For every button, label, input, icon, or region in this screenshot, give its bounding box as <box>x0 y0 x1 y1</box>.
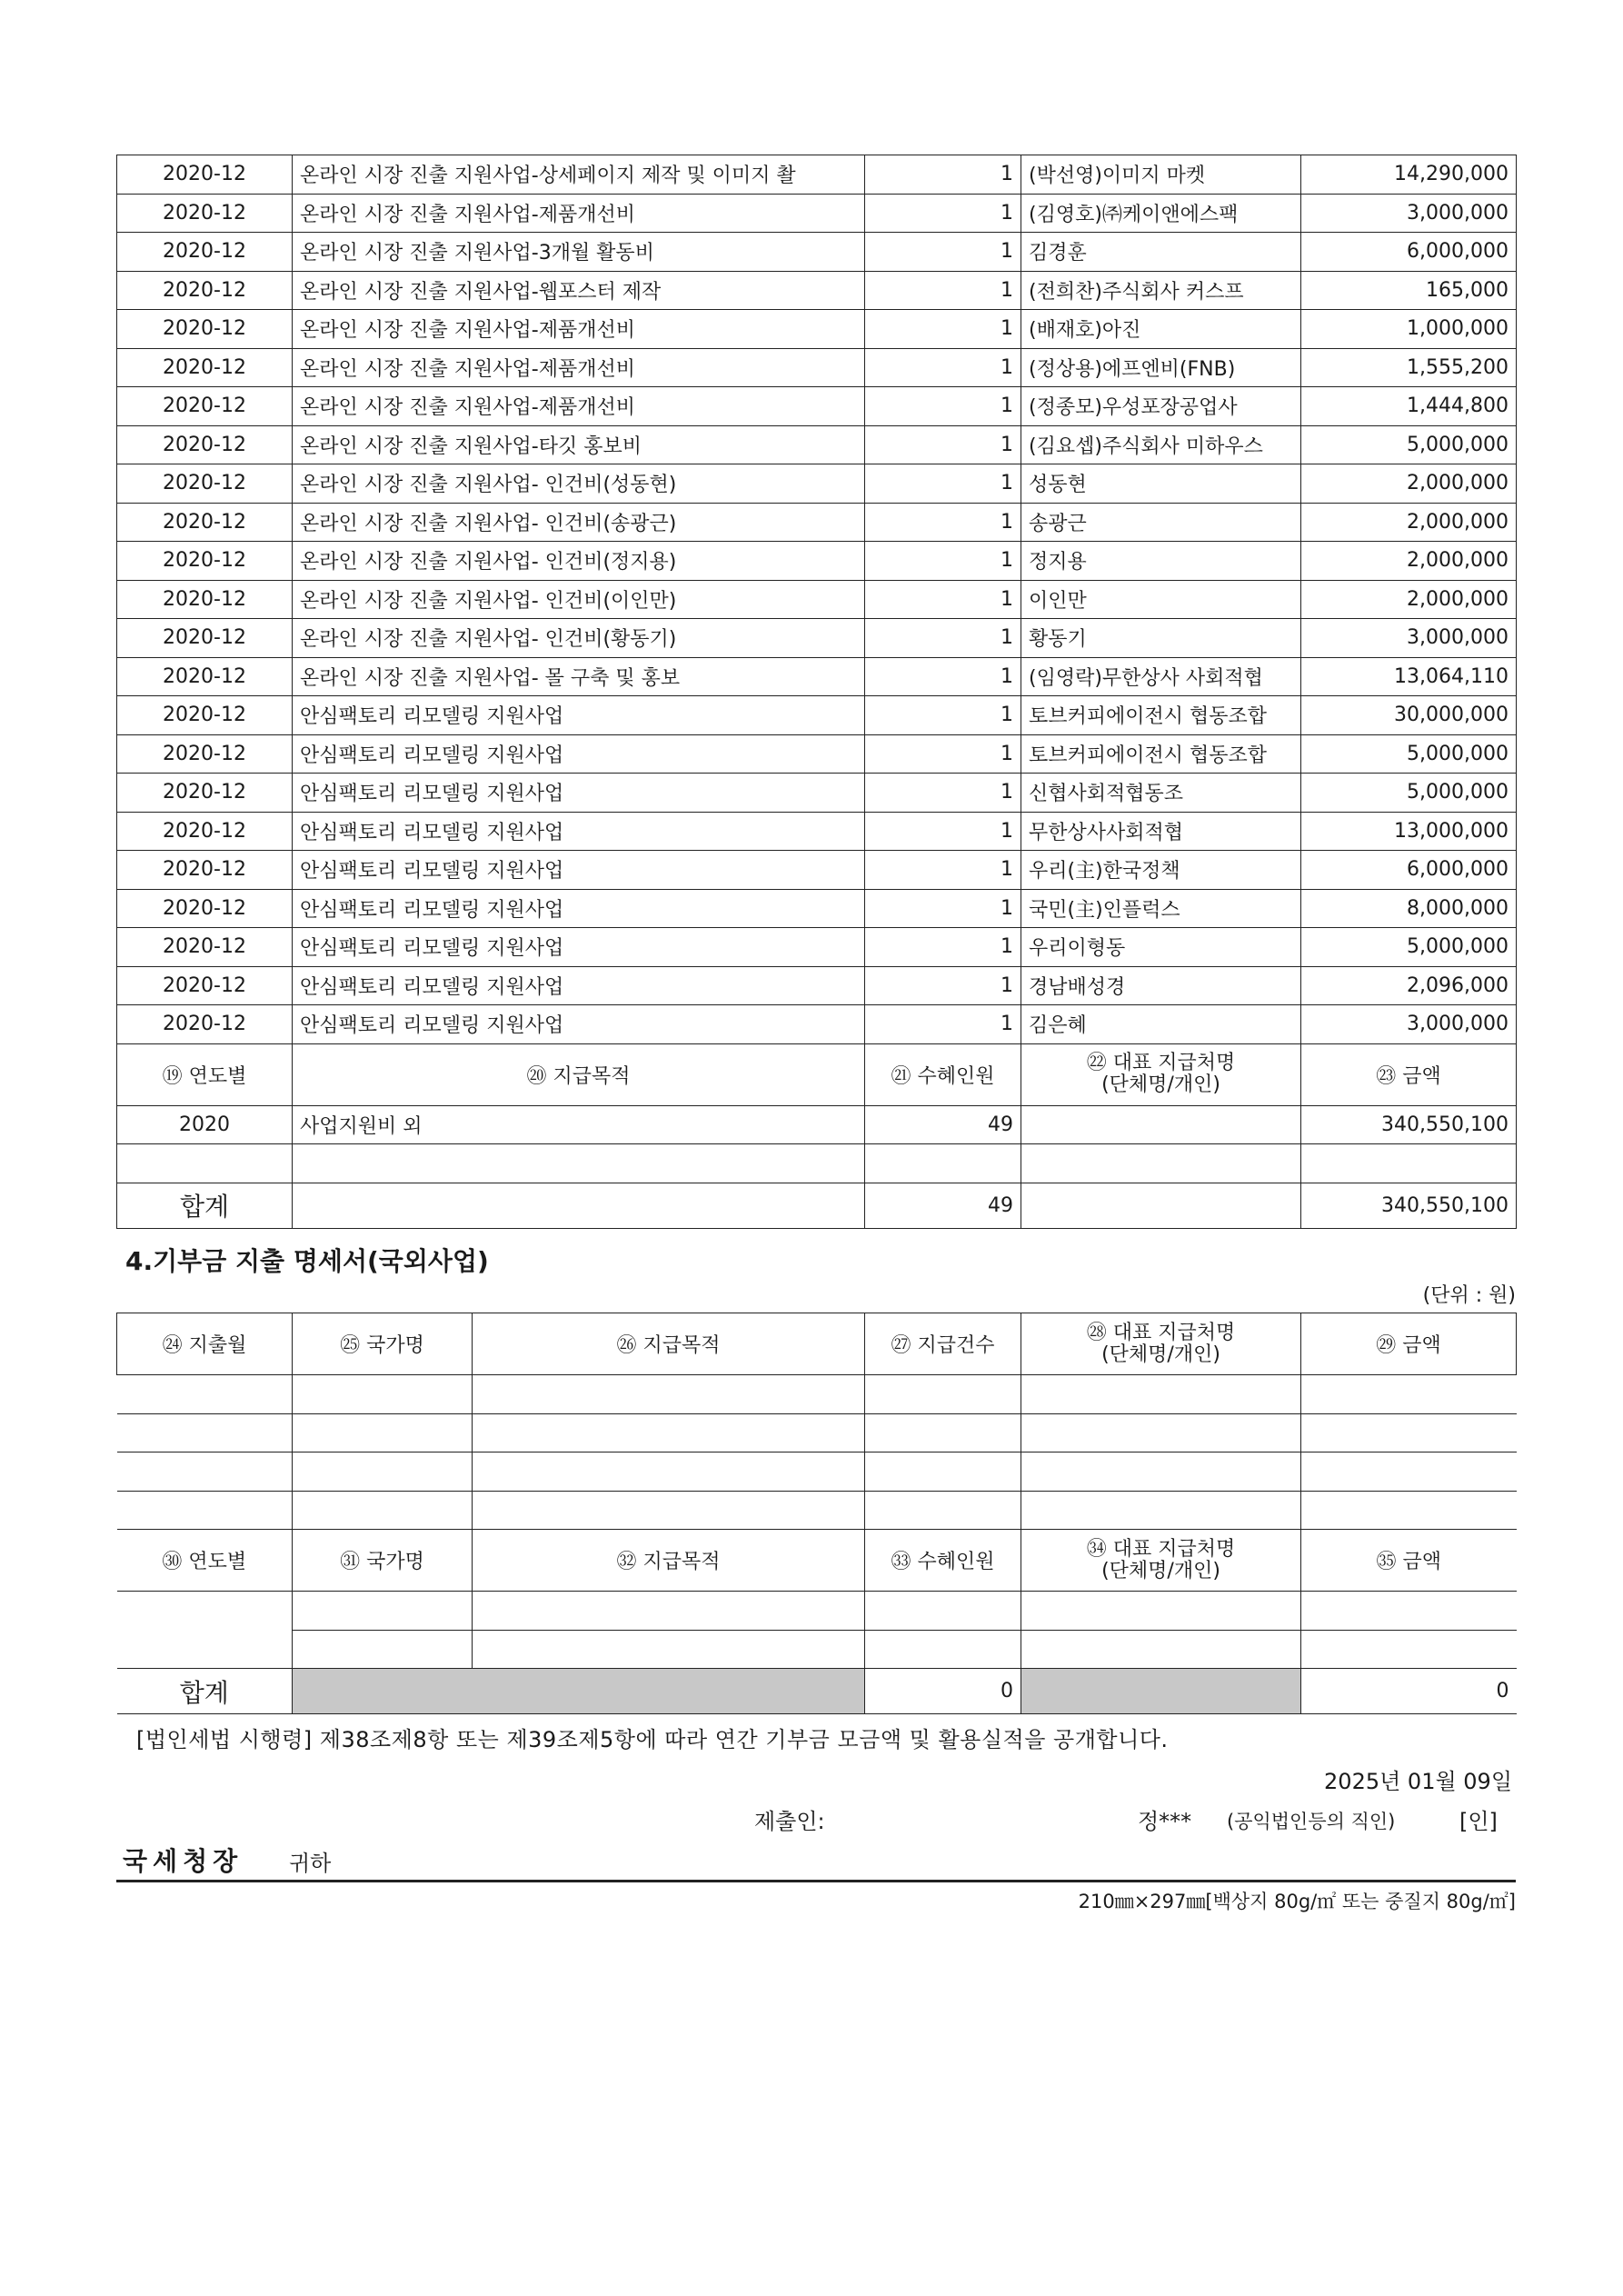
cell-month: 2020-12 <box>117 580 293 619</box>
cell-purpose: 온라인 시장 진출 지원사업-3개월 활동비 <box>293 233 865 272</box>
cell-amount: 3,000,000 <box>1301 619 1517 658</box>
total-recipients: 49 <box>865 1183 1021 1228</box>
cell-month: 2020-12 <box>117 774 293 813</box>
table-row <box>117 464 1517 504</box>
header-country: ㉛ 국가명 <box>293 1530 473 1592</box>
cell-amount: 2,000,000 <box>1301 464 1517 504</box>
domestic-empty-row <box>117 1144 1517 1183</box>
cell-payee: 국민(主)인플럭스 <box>1021 889 1301 928</box>
header-payee-line2: (단체명/개인) <box>1101 1559 1220 1582</box>
cell-amount: 2,096,000 <box>1301 966 1517 1005</box>
cell-payee: 성동현 <box>1021 464 1301 504</box>
header-payee <box>1021 1530 1301 1592</box>
cell-amount: 13,000,000 <box>1301 812 1517 851</box>
cell-amount: 2,000,000 <box>1301 503 1517 542</box>
header-payee-line1: ㉘ 대표 지급처명 <box>1086 1321 1236 1344</box>
cell-count: 1 <box>865 657 1021 696</box>
cell-month: 2020-12 <box>117 194 293 233</box>
header-payee <box>1021 1313 1301 1375</box>
header-purpose: ⑳ 지급목적 <box>293 1043 865 1105</box>
total-label: 합계 <box>117 1183 293 1228</box>
cell-payee: (전희찬)주식회사 커스프 <box>1021 271 1301 310</box>
table-row <box>117 696 1517 735</box>
cell-month: 2020-12 <box>117 812 293 851</box>
total-shaded-cell <box>293 1669 865 1714</box>
total-label: 합계 <box>117 1669 293 1714</box>
cell-purpose: 온라인 시장 진출 지원사업- 인건비(정지용) <box>293 542 865 581</box>
paper-spec: 210㎜×297㎜[백상지 80g/㎡ 또는 중질지 80g/㎡] <box>1078 1891 1516 1912</box>
cell-purpose: 온라인 시장 진출 지원사업-제품개선비 <box>293 387 865 426</box>
table-row <box>117 425 1517 464</box>
header-purpose: ㉜ 지급목적 <box>473 1530 865 1592</box>
cell-payee: 우리이형동 <box>1021 928 1301 967</box>
total-shaded-cell <box>1021 1669 1301 1714</box>
honorific: 귀하 <box>289 1851 332 1876</box>
total-amount: 340,550,100 <box>1301 1183 1517 1228</box>
cell-count: 1 <box>865 696 1021 735</box>
cell-purpose: 안심팩토리 리모델링 지원사업 <box>293 889 865 928</box>
table-row <box>117 851 1517 890</box>
cell-count: 1 <box>865 812 1021 851</box>
cell-amount: 5,000,000 <box>1301 774 1517 813</box>
bottom-divider <box>116 1880 1516 1882</box>
overseas-expense-table <box>116 1313 1517 1714</box>
cell-amount: 1,000,000 <box>1301 310 1517 349</box>
header-amount: ㉓ 금액 <box>1301 1043 1517 1105</box>
header-country: ㉕ 국가명 <box>293 1313 473 1375</box>
cell-purpose: 온라인 시장 진출 지원사업-제품개선비 <box>293 194 865 233</box>
cell-month: 2020-12 <box>117 233 293 272</box>
yearly-amount: 340,550,100 <box>1301 1105 1517 1144</box>
cell-payee: 정지용 <box>1021 542 1301 581</box>
cell-payee: 신협사회적협동조 <box>1021 774 1301 813</box>
cell-purpose: 온라인 시장 진출 지원사업- 인건비(송광근) <box>293 503 865 542</box>
overseas-total-row <box>117 1669 1517 1714</box>
cell-payee: 토브커피에이전시 협동조합 <box>1021 696 1301 735</box>
cell-payee: 황동기 <box>1021 619 1301 658</box>
cell-purpose: 안심팩토리 리모델링 지원사업 <box>293 928 865 967</box>
cell-purpose: 온라인 시장 진출 지원사업- 인건비(성동현) <box>293 464 865 504</box>
yearly-year: 2020 <box>117 1105 293 1144</box>
cell-count: 1 <box>865 734 1021 774</box>
cell-payee: 김경훈 <box>1021 233 1301 272</box>
cell-month: 2020-12 <box>117 889 293 928</box>
table-row <box>117 233 1517 272</box>
domestic-yearly-row <box>117 1105 1517 1144</box>
cell-count: 1 <box>865 348 1021 387</box>
table-row <box>117 542 1517 581</box>
cell-count: 1 <box>865 464 1021 504</box>
cell-month: 2020-12 <box>117 657 293 696</box>
cell-month: 2020-12 <box>117 310 293 349</box>
cell-purpose: 안심팩토리 리모델링 지원사업 <box>293 851 865 890</box>
table-row <box>117 580 1517 619</box>
submitter-name: 정*** <box>1138 1809 1192 1834</box>
cell-month: 2020-12 <box>117 348 293 387</box>
cell-amount: 2,000,000 <box>1301 580 1517 619</box>
cell-payee: 토브커피에이전시 협동조합 <box>1021 734 1301 774</box>
cell-purpose: 안심팩토리 리모델링 지원사업 <box>293 734 865 774</box>
header-payee-line1: ㉒ 대표 지급처명 <box>1086 1052 1236 1074</box>
cell-month: 2020-12 <box>117 734 293 774</box>
header-recipients: ㉑ 수혜인원 <box>865 1043 1021 1105</box>
cell-amount: 30,000,000 <box>1301 696 1517 735</box>
cell-month: 2020-12 <box>117 928 293 967</box>
table-row <box>117 271 1517 310</box>
cell-payee: (김영호)㈜케이앤에스팩 <box>1021 194 1301 233</box>
cell-amount: 5,000,000 <box>1301 425 1517 464</box>
cell-amount: 1,555,200 <box>1301 348 1517 387</box>
cell-payee: (배재호)아진 <box>1021 310 1301 349</box>
cell-month: 2020-12 <box>117 503 293 542</box>
header-count: ㉗ 지급건수 <box>865 1313 1021 1375</box>
table-row <box>117 657 1517 696</box>
cell-purpose: 온라인 시장 진출 지원사업-웹포스터 제작 <box>293 271 865 310</box>
table-row <box>117 194 1517 233</box>
cell-count: 1 <box>865 271 1021 310</box>
cell-count: 1 <box>865 503 1021 542</box>
cell-month: 2020-12 <box>117 464 293 504</box>
cell-purpose: 안심팩토리 리모델링 지원사업 <box>293 812 865 851</box>
cell-month: 2020-12 <box>117 619 293 658</box>
cell-amount: 13,064,110 <box>1301 657 1517 696</box>
cell-amount: 8,000,000 <box>1301 889 1517 928</box>
cell-amount: 6,000,000 <box>1301 851 1517 890</box>
overseas-yearly-row <box>117 1592 1517 1631</box>
cell-count: 1 <box>865 310 1021 349</box>
cell-payee: 무한상사사회적협 <box>1021 812 1301 851</box>
header-amount: ㉟ 금액 <box>1301 1530 1517 1592</box>
table-row <box>117 348 1517 387</box>
cell-purpose: 안심팩토리 리모델링 지원사업 <box>293 696 865 735</box>
cell-amount: 3,000,000 <box>1301 1005 1517 1044</box>
cell-payee: (정상용)에프엔비(FNB) <box>1021 348 1301 387</box>
header-purpose: ㉖ 지급목적 <box>473 1313 865 1375</box>
cell-amount: 14,290,000 <box>1301 155 1517 195</box>
header-recipients: ㉝ 수혜인원 <box>865 1530 1021 1592</box>
cell-purpose: 안심팩토리 리모델링 지원사업 <box>293 1005 865 1044</box>
cell-count: 1 <box>865 928 1021 967</box>
cell-payee: 경남배성경 <box>1021 966 1301 1005</box>
table-row <box>117 503 1517 542</box>
cell-month: 2020-12 <box>117 696 293 735</box>
cell-month: 2020-12 <box>117 425 293 464</box>
cell-purpose: 안심팩토리 리모델링 지원사업 <box>293 966 865 1005</box>
cell-purpose: 온라인 시장 진출 지원사업- 인건비(황동기) <box>293 619 865 658</box>
submitter-title: (공익법인등의 직인) <box>1227 1811 1396 1832</box>
cell-payee: (정종모)우성포장공업사 <box>1021 387 1301 426</box>
cell-count: 1 <box>865 233 1021 272</box>
cell-purpose: 온라인 시장 진출 지원사업-상세페이지 제작 및 이미지 촬 <box>293 155 865 195</box>
header-payee-line1: ㉞ 대표 지급처명 <box>1086 1537 1236 1561</box>
cell-count: 1 <box>865 542 1021 581</box>
table-row <box>117 734 1517 774</box>
cell-payee: (김요셉)주식회사 미하우스 <box>1021 425 1301 464</box>
cell-amount: 6,000,000 <box>1301 233 1517 272</box>
cell-month: 2020-12 <box>117 966 293 1005</box>
overseas-yearly-header-row <box>117 1530 1517 1592</box>
overseas-header-row <box>117 1313 1517 1375</box>
header-month: ㉔ 지출월 <box>117 1313 293 1375</box>
addressee: 국세청장 <box>123 1846 244 1876</box>
cell-amount: 1,444,800 <box>1301 387 1517 426</box>
cell-count: 1 <box>865 851 1021 890</box>
cell-count: 1 <box>865 387 1021 426</box>
yearly-payee <box>1021 1105 1301 1144</box>
overseas-yearly-row <box>117 1630 1517 1669</box>
domestic-yearly-header-row <box>117 1043 1517 1105</box>
table-row <box>117 155 1517 195</box>
table-row <box>117 812 1517 851</box>
header-payee-line2: (단체명/개인) <box>1101 1073 1220 1096</box>
cell-payee: 김은혜 <box>1021 1005 1301 1044</box>
cell-amount: 165,000 <box>1301 271 1517 310</box>
overseas-empty-row <box>117 1452 1517 1492</box>
yearly-recipients: 49 <box>865 1105 1021 1144</box>
table-row <box>117 1005 1517 1044</box>
header-payee-line2: (단체명/개인) <box>1101 1343 1220 1366</box>
submission-date: 2025년 01월 09일 <box>1324 1769 1512 1794</box>
cell-purpose: 온라인 시장 진출 지원사업- 몰 구축 및 홍보 <box>293 657 865 696</box>
cell-purpose: 온라인 시장 진출 지원사업-제품개선비 <box>293 310 865 349</box>
domestic-expense-table <box>116 155 1517 1229</box>
cell-payee: (박선영)이미지 마켓 <box>1021 155 1301 195</box>
cell-month: 2020-12 <box>117 1005 293 1044</box>
cell-count: 1 <box>865 425 1021 464</box>
cell-payee: 우리(主)한국정책 <box>1021 851 1301 890</box>
seal-mark: [인] <box>1459 1809 1498 1834</box>
table-row <box>117 310 1517 349</box>
yearly-purpose: 사업지원비 외 <box>293 1105 865 1144</box>
unit-label: (단위 : 원) <box>1422 1284 1516 1307</box>
total-amount: 0 <box>1301 1669 1517 1714</box>
table-row <box>117 889 1517 928</box>
table-row <box>117 928 1517 967</box>
cell-month: 2020-12 <box>117 851 293 890</box>
cell-payee: 이인만 <box>1021 580 1301 619</box>
header-amount: ㉙ 금액 <box>1301 1313 1517 1375</box>
law-notice: [법인세법 시행령] 제38조제8항 또는 제39조제5항에 따라 연간 기부금 모금액 및 활용실적을 공개합니다. <box>136 1727 1169 1752</box>
cell-count: 1 <box>865 619 1021 658</box>
overseas-empty-row <box>117 1491 1517 1530</box>
section-title: 4.기부금 지출 명세서(국외사업) <box>125 1246 489 1276</box>
header-payee <box>1021 1043 1301 1105</box>
header-year: ⑲ 연도별 <box>117 1043 293 1105</box>
table-row <box>117 774 1517 813</box>
cell-month: 2020-12 <box>117 271 293 310</box>
cell-payee: 송광근 <box>1021 503 1301 542</box>
cell-amount: 2,000,000 <box>1301 542 1517 581</box>
cell-payee: (임영락)무한상사 사회적협 <box>1021 657 1301 696</box>
cell-count: 1 <box>865 194 1021 233</box>
cell-count: 1 <box>865 155 1021 195</box>
table-row <box>117 966 1517 1005</box>
cell-month: 2020-12 <box>117 387 293 426</box>
cell-count: 1 <box>865 889 1021 928</box>
table-row <box>117 619 1517 658</box>
cell-count: 1 <box>865 1005 1021 1044</box>
cell-count: 1 <box>865 774 1021 813</box>
total-recipients: 0 <box>865 1669 1021 1714</box>
cell-purpose: 온라인 시장 진출 지원사업- 인건비(이인만) <box>293 580 865 619</box>
cell-amount: 5,000,000 <box>1301 734 1517 774</box>
cell-month: 2020-12 <box>117 542 293 581</box>
cell-purpose: 안심팩토리 리모델링 지원사업 <box>293 774 865 813</box>
overseas-empty-row <box>117 1413 1517 1452</box>
cell-count: 1 <box>865 966 1021 1005</box>
domestic-expense-rows <box>117 155 1517 1044</box>
cell-purpose: 온라인 시장 진출 지원사업-타깃 홍보비 <box>293 425 865 464</box>
cell-purpose: 온라인 시장 진출 지원사업-제품개선비 <box>293 348 865 387</box>
table-row <box>117 387 1517 426</box>
cell-count: 1 <box>865 580 1021 619</box>
cell-month: 2020-12 <box>117 155 293 195</box>
domestic-total-row <box>117 1183 1517 1228</box>
submitter-label: 제출인: <box>754 1809 825 1834</box>
cell-amount: 5,000,000 <box>1301 928 1517 967</box>
header-year: ㉚ 연도별 <box>117 1530 293 1592</box>
cell-amount: 3,000,000 <box>1301 194 1517 233</box>
overseas-empty-row <box>117 1375 1517 1414</box>
